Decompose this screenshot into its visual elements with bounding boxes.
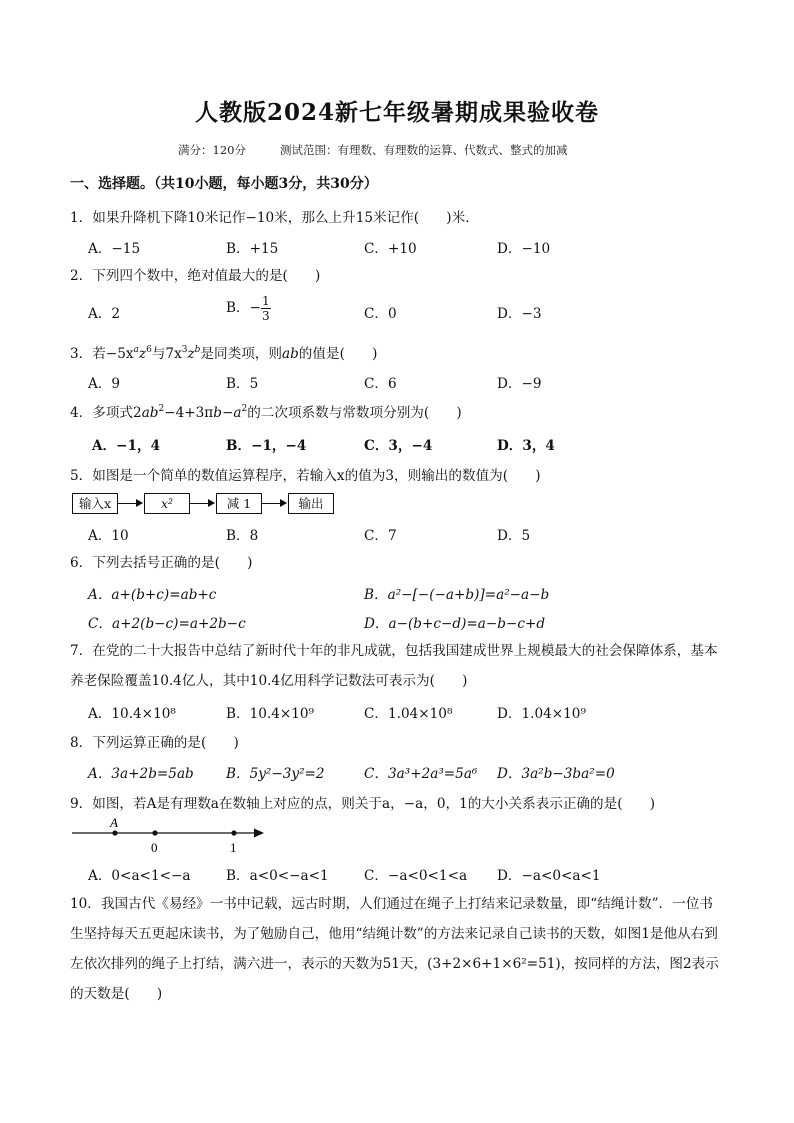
tick-1-label: 1 [230, 840, 237, 855]
question-4 [70, 401, 462, 421]
q8-option-b: B．5y²−3y²=2 [226, 766, 325, 782]
q5-option-b: B．8 [226, 528, 259, 544]
q4-text-2: −4+3π [164, 405, 214, 421]
q3-text-3: 是同类项，则 [200, 346, 282, 362]
exam-title: 人教版2024新七年级暑期成果验收卷 [194, 99, 599, 126]
test-scope: 测试范围：有理数、有理数的运算、代数式、整式的加减 [279, 143, 568, 157]
q4-var: a [233, 405, 242, 421]
q6-option-c: C．a+2(b−c)=a+2b−c [88, 616, 246, 632]
flow-arrow [117, 503, 142, 504]
flow-arrow [261, 503, 286, 504]
q3-text-1: 3．若−5x [70, 346, 134, 362]
q8-option-c: C．3a³+2a³=5a⁶ [364, 766, 478, 782]
number-line [68, 815, 268, 855]
q7-option-b: B．10.4×10⁹ [226, 706, 314, 722]
tick-0-label: 0 [151, 840, 158, 855]
q9-option-d: D．−a<0<a<1 [497, 868, 601, 884]
q7-option-c: C．1.04×10⁸ [364, 706, 453, 722]
q6-option-b: B．a²−[−(−a+b)]=a²−a−b [364, 587, 550, 603]
q1-option-d: D．−10 [497, 241, 551, 257]
flow-arrow [189, 503, 214, 504]
q4-var: ab [141, 405, 159, 421]
q4-option-c: C．3，−4 [364, 438, 433, 454]
question-10: 10．我国古代《易经》一书中记载，远古时期，人们通过在绳子上打结来记录数量，即“结绳计数”．一位书生坚持每天五更起床读书，为了勉励自己，他用“结绳计数”的方法来记录自己读书的天数，如图1是他从右到左依次排列的绳子上打结，满六进一，表示的天数为51天，(3+2×6+1×6²=51)，按同样的方法，图2表示的天数是( ) [70, 896, 719, 1002]
q8-option-a: A．3a+2b=5ab [88, 766, 194, 782]
q4-exp: 2 [241, 404, 248, 414]
q2-option-c: C．0 [364, 306, 397, 322]
point-a-dot [112, 830, 117, 835]
full-score: 满分：120分 [178, 143, 246, 157]
q9-option-c: C．−a<0<1<a [364, 868, 468, 884]
q3-option-a: A．9 [88, 376, 121, 392]
q4-option-d: D．3，4 [497, 438, 555, 454]
flow-input-box: 输入x [72, 493, 118, 514]
fraction-numerator: 1 [261, 294, 270, 308]
q5-option-c: C．7 [364, 528, 397, 544]
q3-exp: b [194, 345, 201, 355]
q2-option-b-label: B．− [226, 300, 261, 316]
q7-option-d: D．1.04×10⁹ [497, 706, 586, 722]
q4-option-b: B．−1，−4 [226, 438, 307, 454]
flow-output-box: 输出 [288, 493, 334, 514]
q3-option-c: C．6 [364, 376, 397, 392]
question-5: 5．如图是一个简单的数值运算程序，若输入x的值为3，则输出的数值为( ) [70, 468, 541, 484]
flow-square-box: x² [144, 493, 190, 514]
q9-option-a: A．0<a<1<−a [88, 868, 191, 884]
q4-text-1: 4．多项式2 [70, 405, 142, 421]
question-2: 2．下列四个数中，绝对值最大的是( ) [70, 268, 321, 284]
q5-option-a: A．10 [88, 528, 129, 544]
fraction-denominator: 3 [261, 309, 270, 323]
q2-option-a: A．2 [88, 306, 121, 322]
q6-option-d: D．a−(b+c−d)=a−b−c+d [364, 616, 546, 632]
q9-option-b: B．a<0<−a<1 [226, 868, 329, 884]
q1-option-a: A．−15 [88, 241, 141, 257]
q3-text-2: 与7x [151, 346, 182, 362]
q3-var: ab [281, 346, 299, 362]
question-3 [70, 342, 377, 362]
section-heading: 一、选择题。（共10小题，每小题3分，共30分） [70, 176, 378, 192]
question-8: 8．下列运算正确的是( ) [70, 735, 239, 751]
q3-option-d: D．−9 [497, 376, 542, 392]
q4-var: b [213, 405, 222, 421]
q6-option-a: A．a+(b+c)=ab+c [88, 587, 217, 603]
q3-var: z [187, 346, 195, 362]
q1-option-c: C．+10 [364, 241, 417, 257]
exam-subtitle [178, 142, 567, 158]
q7-option-a: A．10.4×10⁸ [88, 706, 176, 722]
flow-minus-box: 减 1 [216, 493, 262, 514]
question-6: 6．下列去括号正确的是( ) [70, 555, 253, 571]
q3-var: z [138, 346, 147, 362]
question-1: 1．如果升降机下降10米记作−10米，那么上升15米记作( )米． [70, 210, 479, 226]
q8-option-d: D．3a²b−3ba²=0 [497, 766, 615, 782]
question-7: 7．在党的二十大报告中总结了新时代十年的非凡成就，包括我国建成世界上规模最大的社会保障体系，基本养老保险覆盖10.4亿人，其中10.4亿用科学记数法可表示为( ) [70, 643, 718, 689]
q4-text-4: 的二次项系数与常数项分别为( ) [247, 405, 462, 421]
q1-option-b: B．+15 [226, 241, 279, 257]
tick-1-dot [231, 830, 236, 835]
q3-option-b: B．5 [226, 376, 259, 392]
fraction [261, 294, 271, 323]
axis-arrow [254, 829, 264, 838]
q2-option-b [226, 294, 271, 323]
q3-exp: 3 [181, 345, 188, 355]
q2-option-d: D．−3 [497, 306, 542, 322]
q4-exp: 2 [158, 404, 165, 414]
q4-text-3: − [221, 405, 234, 421]
point-a-label: A [110, 815, 118, 830]
question-9: 9．如图，若A是有理数a在数轴上对应的点，则关于a，−a，0，1的大小关系表示正确的是( ) [70, 796, 656, 812]
q5-option-d: D．5 [497, 528, 531, 544]
q3-text-4: 的值是( ) [298, 346, 378, 362]
q3-exp: 6 [146, 345, 152, 355]
q3-exp: a [133, 345, 139, 355]
tick-0-dot [152, 830, 157, 835]
q4-option-a: A．−1，4 [92, 438, 161, 454]
